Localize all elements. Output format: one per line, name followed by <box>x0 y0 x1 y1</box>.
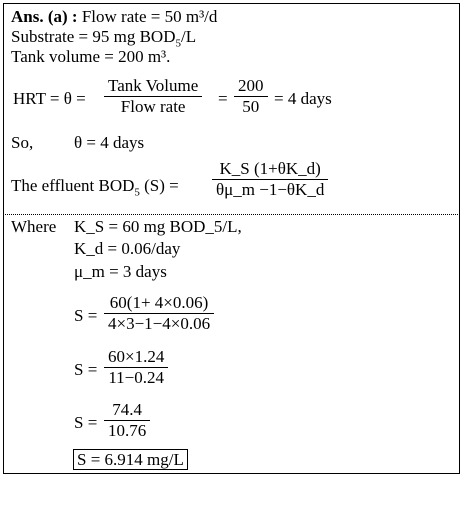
step-1-fraction <box>104 293 214 334</box>
answer-box <box>3 3 460 474</box>
hrt-numerator-2: 200 <box>238 76 264 95</box>
hrt-numerator-1: Tank Volume <box>108 76 199 95</box>
effluent-numerator: K_S (1+θK_d) <box>219 159 321 178</box>
step-3-numerator: 74.4 <box>112 400 142 419</box>
step-3-fraction <box>104 400 150 441</box>
ks-line: K_S = 60 mg BOD_5/L, <box>74 217 242 236</box>
flow-rate-text: Flow rate = 50 m³/d <box>81 7 218 26</box>
step-3-denominator: 10.76 <box>108 421 147 440</box>
step-1-lhs: S = <box>74 306 98 325</box>
hrt-fraction-1 <box>104 76 202 117</box>
effluent-fraction <box>212 159 328 200</box>
theta-line: θ = 4 days <box>74 133 145 152</box>
where-label: Where <box>11 217 57 236</box>
final-answer: S = 6.914 mg/L <box>73 449 188 470</box>
hrt-denominator-2: 50 <box>242 97 260 116</box>
substrate-line <box>11 27 197 50</box>
step-2-numerator: 60×1.24 <box>108 347 165 366</box>
step-2-lhs: S = <box>74 360 98 379</box>
step-2-denominator: 11−0.24 <box>108 368 165 387</box>
substrate-text: Substrate = 95 mg BOD <box>11 27 176 46</box>
dotted-divider <box>3 214 460 215</box>
effluent-denominator: θμ_m −1−θK_d <box>216 180 325 199</box>
tank-volume-line: Tank volume = 200 m³. <box>11 47 171 66</box>
step-3-lhs: S = <box>74 413 98 432</box>
effluent-lhs: (S) = <box>139 176 179 195</box>
hrt-lhs: HRT = θ = <box>13 89 86 108</box>
step-2-fraction <box>104 347 168 388</box>
mu-line: μ_m = 3 days <box>74 262 167 281</box>
substrate-unit: /L <box>180 27 197 46</box>
hrt-result: = 4 days <box>274 89 332 108</box>
effluent-label <box>11 176 179 199</box>
step-1-numerator: 60(1+ 4×0.06) <box>109 293 209 312</box>
hrt-denominator-1: Flow rate <box>120 97 186 116</box>
effluent-subscript: 5 <box>134 186 140 199</box>
first-line <box>11 7 217 27</box>
effluent-text: The effluent BOD <box>11 176 135 195</box>
hrt-equals: = <box>218 89 228 108</box>
hrt-fraction-2 <box>234 76 268 117</box>
kd-line: K_d = 0.06/day <box>74 239 181 258</box>
so-label: So, <box>11 133 34 152</box>
substrate-subscript: 5 <box>175 37 181 50</box>
step-1-denominator: 4×3−1−4×0.06 <box>108 314 211 333</box>
ans-label: Ans. (a) : <box>11 7 78 26</box>
